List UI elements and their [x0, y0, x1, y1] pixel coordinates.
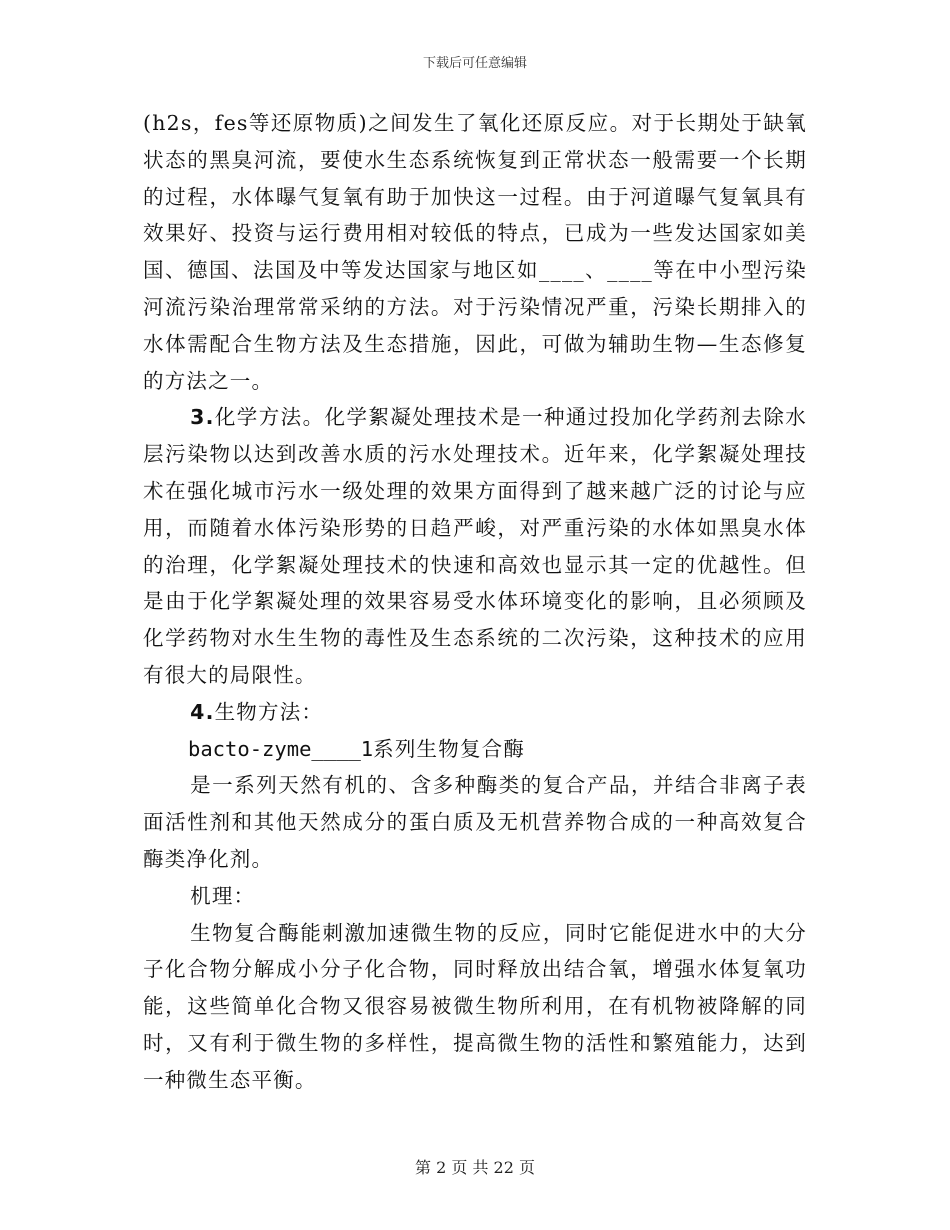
product-name: 系列生物复合酶	[373, 736, 526, 761]
page-header: 下载后可任意编辑	[422, 56, 527, 71]
product-code: bacto-zyme____1	[188, 736, 374, 761]
paragraph-mechanism-label: 机理：	[190, 883, 256, 908]
product-line	[143, 731, 807, 768]
paragraph-aeration: (h2s，fes等还原物质)之间发生了氧化还原反应。对于长期处于缺氧状态的黑臭河流，要使水生态系统恢复到正常状态一般需要一个长期的过程，水体曝气复氧有助于加快这一过程。由于河道曝气复氧具有效果好、投资与运行费用相对较低的特点，已成为一些发达国家如美国、德国、法国及中等发达国家与地区如____、____等在中小型污染河流污染治理常常采纳的方法。对于污染情况严重，污染长期排入的水体需配合生物方法及生态措施，因此，可做为辅助生物—生态修复的方法之一。	[143, 111, 807, 393]
paragraph-chemical-method	[143, 399, 807, 693]
section-number-3: 3.	[190, 405, 215, 430]
paragraph-biological-text: 生物方法：	[214, 699, 324, 724]
paragraph-biological-method	[143, 694, 807, 731]
paragraph-chemical-text: 化学方法。化学絮凝处理技术是一种通过投加化学药剂去除水层污染物以达到改善水质的污水处理技术。近年来，化学絮凝处理技术在强化城市污水一级处理的效果方面得到了越来越广泛的讨论与应用，而随着水体污染形势的日趋严峻，对严重污染的水体如黑臭水体的治理，化学絮凝处理技术的快速和高效也显示其一定的优越性。但是由于化学絮凝处理的效果容易受水体环境变化的影响，且必须顾及化学药物对水生生物的毒性及生态系统的二次污染，这种技术的应用有很大的局限性。	[143, 405, 807, 687]
paragraph-mechanism-text: 生物复合酶能刺激加速微生物的反应，同时它能促进水中的大分子化合物分解成小分子化合物，同时释放出结合氧，增强水体复氧功能，这些简单化合物又很容易被微生物所利用，在有机物被降解的同时，又有利于微生物的多样性，提高微生物的活性和繁殖能力，达到一种微生态平衡。	[143, 920, 807, 1092]
document-body	[143, 105, 807, 1099]
section-number-4: 4.	[190, 699, 215, 724]
page-footer: 第 2 页 共 22 页	[415, 1158, 535, 1177]
paragraph-product-description: 是一系列天然有机的、含多种酶类的复合产品，并结合非离子表面活性剂和其他天然成分的蛋白质及无机营养物合成的一种高效复合酶类净化剂。	[143, 773, 807, 871]
